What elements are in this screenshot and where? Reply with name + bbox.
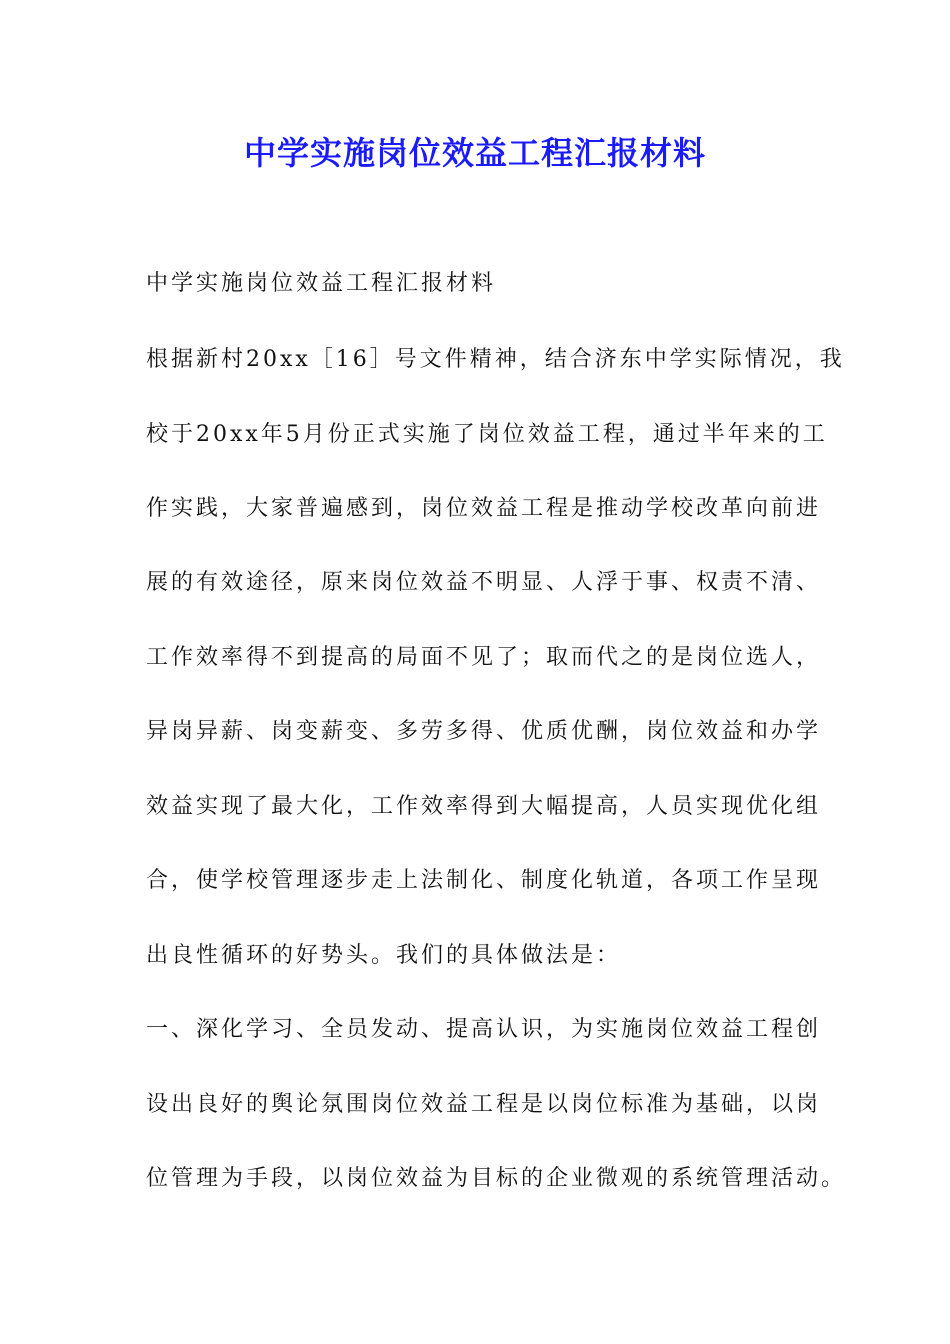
paragraph-line-8: 合，使学校管理逐步走上法制化、制度化轨道，各项工作呈现 [146, 868, 822, 893]
paragraph-line-7: 效益实现了最大化，工作效率得到大幅提高，人员实现优化组 [146, 794, 822, 819]
paragraph-line-5: 工作效率得不到提高的局面不见了；取而代之的是岗位选人， [146, 645, 822, 670]
paragraph-line-9: 出良性循环的好势头。我们的具体做法是： [146, 943, 622, 968]
section-heading-line: 一、深化学习、全员发动、提高认识，为实施岗位效益工程创 [146, 1017, 822, 1042]
paragraph-line-1: 根据新村20xx［16］号文件精神，结合济东中学实际情况，我 [146, 347, 845, 372]
document-title: 中学实施岗位效益工程汇报材料 [243, 134, 706, 172]
paragraph-line-11: 设出良好的舆论氛围岗位效益工程是以岗位标准为基础，以岗 [146, 1092, 822, 1117]
document-subtitle: 中学实施岗位效益工程汇报材料 [146, 271, 497, 296]
paragraph-line-12: 位管理为手段，以岗位效益为目标的企业微观的系统管理活动。 [146, 1166, 847, 1191]
paragraph-line-2: 校于20xx年5月份正式实施了岗位效益工程，通过半年来的工 [146, 422, 828, 447]
paragraph-line-3: 作实践，大家普遍感到，岗位效益工程是推动学校改革向前进 [146, 496, 822, 521]
paragraph-line-6: 异岗异薪、岗变薪变、多劳多得、优质优酬，岗位效益和办学 [146, 719, 822, 744]
paragraph-line-4: 展的有效途径，原来岗位效益不明显、人浮于事、权责不清、 [146, 570, 822, 595]
